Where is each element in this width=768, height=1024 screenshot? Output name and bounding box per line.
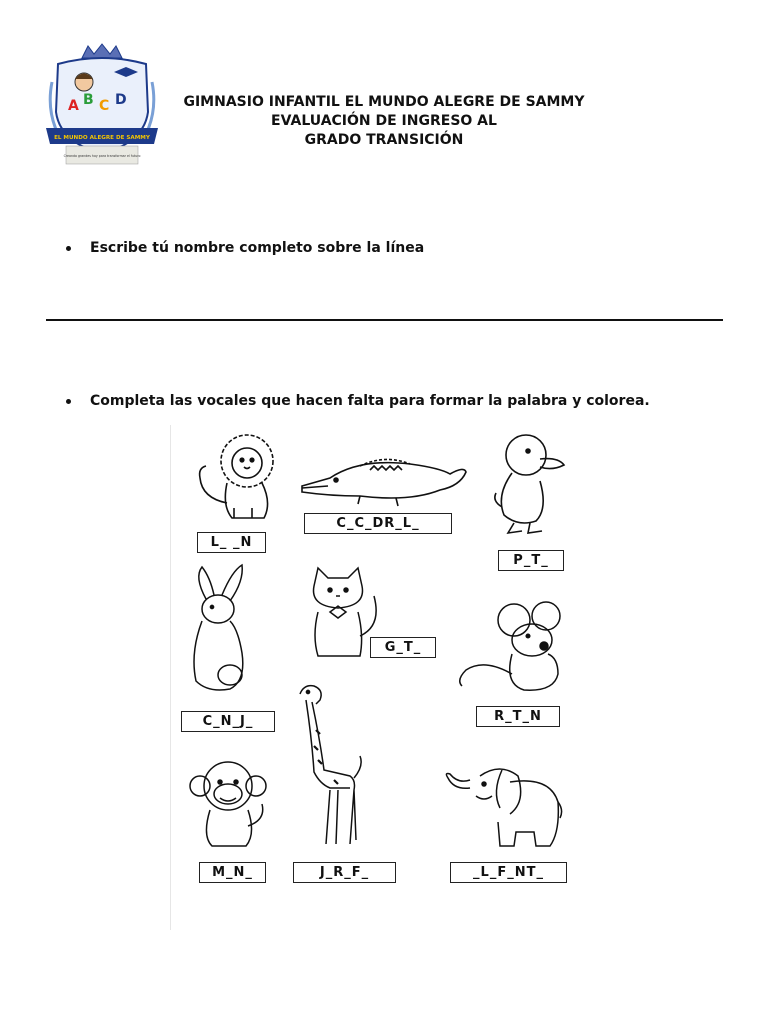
divider bbox=[170, 425, 171, 930]
logo-letter: B bbox=[83, 92, 94, 108]
giraffe-drawing bbox=[290, 680, 366, 848]
logo-letter: A bbox=[68, 98, 79, 114]
word-crocodile[interactable]: C_C_DR_L_ bbox=[304, 513, 452, 534]
bullet-icon bbox=[66, 399, 71, 404]
bullet-icon bbox=[66, 246, 71, 251]
logo-motto: Creando grandes hoy para transformar el futuro bbox=[63, 154, 141, 158]
school-logo bbox=[44, 42, 160, 170]
word-monkey[interactable]: M_N_ bbox=[199, 862, 266, 883]
mouse-drawing bbox=[454, 598, 566, 694]
lion-drawing bbox=[192, 428, 282, 523]
word-rabbit[interactable]: C_N_J_ bbox=[181, 711, 275, 732]
word-lion[interactable]: L_ _N bbox=[197, 532, 266, 553]
instruction-name bbox=[66, 240, 424, 256]
word-mouse[interactable]: R_T_N bbox=[476, 706, 560, 727]
duck-drawing bbox=[488, 425, 568, 537]
instruction-text: Escribe tú nombre completo sobre la línea bbox=[90, 240, 425, 256]
title-line: GRADO TRANSICIÓN bbox=[304, 132, 464, 148]
word-duck[interactable]: P_T_ bbox=[498, 550, 564, 571]
monkey-drawing bbox=[186, 756, 270, 848]
crocodile-drawing bbox=[300, 452, 468, 508]
name-writing-line[interactable] bbox=[46, 319, 723, 321]
word-cat[interactable]: G_T_ bbox=[370, 637, 436, 658]
word-giraffe[interactable]: J_R_F_ bbox=[293, 862, 396, 883]
title-line: EVALUACIÓN DE INGRESO AL bbox=[271, 113, 497, 129]
instruction-vowels bbox=[66, 393, 650, 409]
title-line: GIMNASIO INFANTIL EL MUNDO ALEGRE DE SAMMY bbox=[183, 94, 585, 110]
logo-banner-text: EL MUNDO ALEGRE DE SAMMY bbox=[54, 135, 150, 141]
rabbit-drawing bbox=[188, 563, 252, 695]
logo-letter: C bbox=[99, 98, 110, 114]
document-title bbox=[160, 93, 608, 150]
instruction-text: Completa las vocales que hacen falta para formar la palabra y colorea. bbox=[90, 393, 650, 409]
word-elephant[interactable]: _L_F_NT_ bbox=[450, 862, 567, 883]
elephant-drawing bbox=[440, 762, 564, 850]
logo-letter: D bbox=[115, 92, 127, 108]
